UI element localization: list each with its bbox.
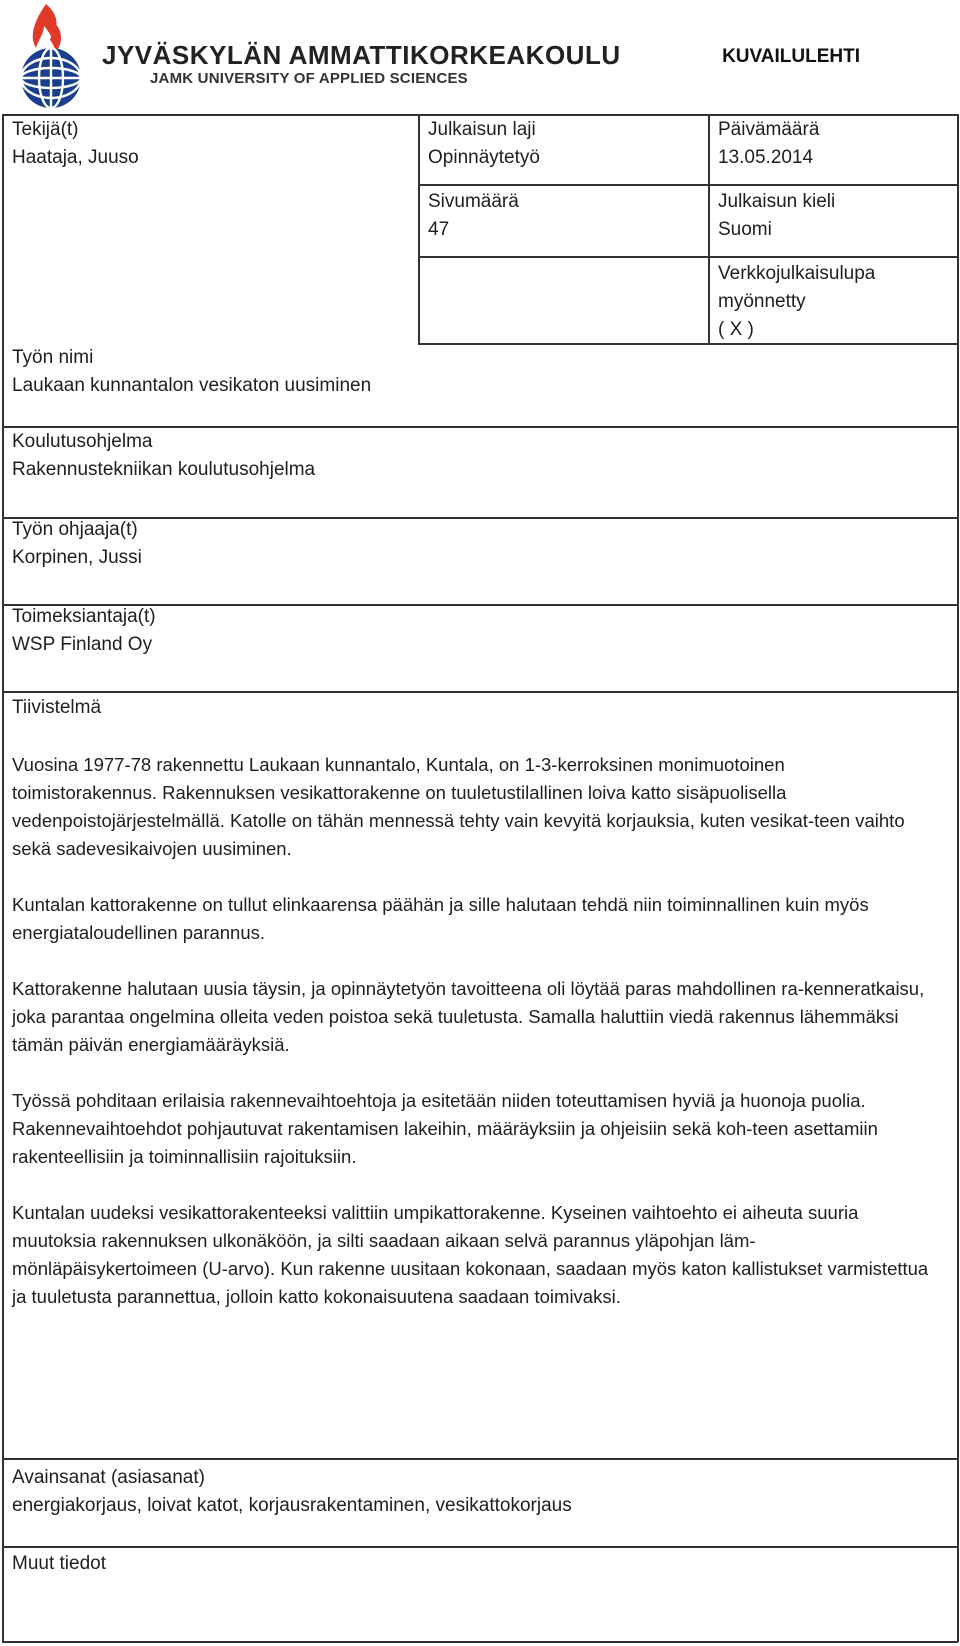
border-bottom (2, 1641, 958, 1643)
supervisor-label: Työn ohjaaja(t) (12, 519, 138, 540)
keywords-value: energiakorjaus, loivat katot, korjausrakentaminen, vesikattokorjaus (12, 1495, 572, 1516)
author-cell (12, 116, 139, 172)
keywords-cell (12, 1464, 572, 1520)
divider-keywords (2, 1546, 958, 1548)
logo-title: JYVÄSKYLÄN AMMATTIKORKEAKOULU (102, 40, 621, 70)
publication-type-value: Opinnäytetyö (428, 147, 540, 168)
supervisor-value: Korpinen, Jussi (12, 547, 142, 568)
abstract-paragraph: Kuntalan uudeksi vesikattorakenteeksi valittiin umpikattorakenne. Kyseinen vaihtoehto ei aiheuta suuria muutoksia rakennuksen ulkonäköön, ja silti saadaan aikaan selvä parannus yläpohjan läm-mönläpäisykertoimeen (U-arvo). Kun rakenne uusitaan kokonaan, saadaan myös katon kallistukset varmistettua ja tuuletusta parannettua, jolloin katto kokonaisuutena saadaan toimivaksi. (12, 1202, 929, 1307)
pages-value: 47 (428, 219, 450, 240)
author-label: Tekijä(t) (12, 119, 79, 140)
online-permission-label-1: Verkkojulkaisulupa (718, 263, 876, 284)
date-value: 13.05.2014 (718, 147, 814, 168)
other-info-cell (12, 1550, 106, 1578)
description-form (0, 114, 960, 1644)
thesis-title-label: Työn nimi (12, 347, 94, 368)
document-type-title: KUVAILULEHTI (722, 46, 860, 67)
language-cell (718, 188, 835, 244)
divider-h-r3 (418, 343, 958, 345)
thesis-title-cell (12, 344, 371, 400)
abstract-label: Tiivistelmä (12, 697, 102, 718)
divider-v2 (708, 114, 710, 344)
abstract-paragraph: Työssä pohditaan erilaisia rakennevaihtoehtoja ja esitetään niiden toteuttamisen hyviä ja huonoja puolia. Rakennevaihtoehdot pohjautuvat rakentamisen lakeihin, määräyksiin ja ohjeisiin sekä koh-teen asettamiin rakenteellisiin ja toiminnallisiin rajoituksiin. (12, 1090, 878, 1167)
page-header (0, 0, 960, 114)
divider-v1 (418, 114, 420, 344)
language-label: Julkaisun kieli (718, 191, 836, 212)
language-value: Suomi (718, 219, 772, 240)
programme-cell (12, 428, 315, 484)
divider-h-r1 (418, 184, 958, 186)
logo-subtitle: JAMK UNIVERSITY OF APPLIED SCIENCES (150, 70, 468, 87)
supervisor-cell (12, 516, 142, 572)
jamk-logo-icon (8, 2, 94, 110)
author-value: Haataja, Juuso (12, 147, 139, 168)
divider-abstract (2, 1458, 958, 1460)
commissioner-label: Toimeksiantaja(t) (12, 606, 156, 627)
online-permission-cell (718, 260, 875, 344)
commissioner-value: WSP Finland Oy (12, 634, 153, 655)
online-permission-label-2: myönnetty (718, 291, 806, 312)
date-cell (718, 116, 819, 172)
abstract-paragraph: Kattorakenne halutaan uusia täysin, ja opinnäytetyön tavoitteena oli löytää paras mahdollinen ra-kenneratkaisu, joka parantaa ongelmina olleita veden poistoa sekä tuuletusta. Samalla haluttiin viedä rakennus lähemmäksi tämän päivän energiamääräyksiä. (12, 978, 925, 1055)
date-label: Päivämäärä (718, 119, 820, 140)
abstract-body (12, 751, 932, 1339)
abstract-paragraph: Vuosina 1977-78 rakennettu Laukaan kunnantalo, Kuntala, on 1-3-kerroksinen monimuotoinen toimistorakennus. Rakennuksen vesikattorakenne on tuuletustilallinen loiva katto sisäpuolisella vedenpoistojärjestelmällä. Katolle on tähän mennessä tehty vain kevyitä korjauksia, kuten vesikat-teen vaihto sekä sadevesikaivojen uusiminen. (12, 754, 905, 859)
divider-h-r2 (418, 256, 958, 258)
programme-label: Koulutusohjelma (12, 431, 153, 452)
divider-commissioner (2, 691, 958, 693)
publication-type-label: Julkaisun laji (428, 119, 536, 140)
pages-cell (428, 188, 519, 244)
programme-value: Rakennustekniikan koulutusohjelma (12, 459, 316, 480)
abstract-paragraph: Kuntalan kattorakenne on tullut elinkaarensa päähän ja sille halutaan tehdä niin toiminnallinen kuin myös energiataloudellinen parannus. (12, 894, 869, 943)
thesis-title-value: Laukaan kunnantalon vesikaton uusiminen (12, 375, 372, 396)
commissioner-cell (12, 603, 156, 659)
border-left (2, 114, 4, 1642)
other-info-label: Muut tiedot (12, 1553, 106, 1574)
online-permission-value: ( X ) (718, 319, 754, 340)
publication-type-cell (428, 116, 540, 172)
pages-label: Sivumäärä (428, 191, 519, 212)
keywords-label: Avainsanat (asiasanat) (12, 1467, 205, 1488)
divider-programme (2, 517, 958, 519)
